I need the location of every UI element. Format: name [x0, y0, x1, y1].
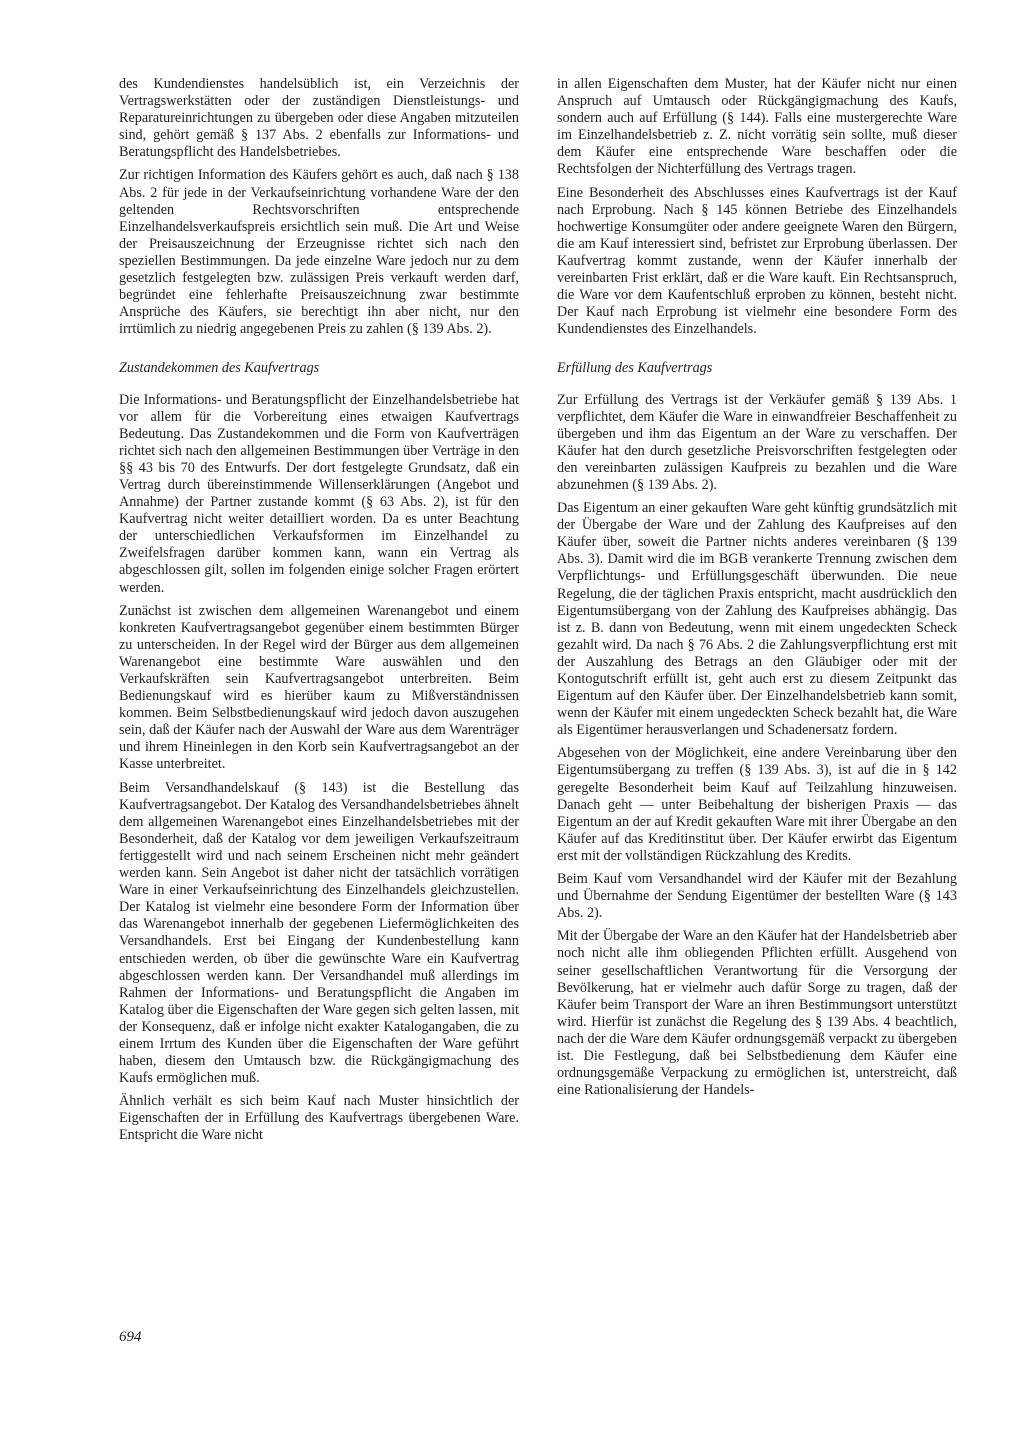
paragraph: in allen Eigenschaften dem Muster, hat der Käufer nicht nur einen Anspruch auf Umtausch oder Rückgängigmachung des Kaufs, sondern auch auf Erfüllung (§ 144). Falls eine mustergerechte Ware im Einzelhandelsbetrieb z. Z. nicht vorrätig sein sollte, muß dieser dem Käufer eine entsprechende Ware beschaffen oder die Rechtsfolgen der Nichterfüllung des Vertrags tragen. — [557, 76, 957, 178]
paragraph: Beim Versandhandelskauf (§ 143) ist die Bestellung das Kaufvertragsangebot. Der Katalog des Versandhandelsbetriebes ähnelt dem allgemeinen Warenangebot eines Einzelhandelsbetriebes mit der Besonderheit, daß der Katalog vor dem jeweiligen Verkaufszeitraum fertiggestellt wird und nach seinem Erscheinen nicht mehr geändert werden kann. Sein Angebot ist daher nicht der tatsächlich vorrätigen Ware in einer Verkaufseinrichtung des Einzelhandels gleichzustellen. Der Katalog ist vielmehr eine besondere Form der Information über das Warenangebot innerhalb der gegebenen Liefermöglichkeiten des Versandhandels. Erst bei Eingang der Kundenbestellung kann entschieden werden, ob über die gewünschte Ware ein Kaufvertrag abgeschlossen werden kann. Der Versandhandel muß allerdings im Rahmen der Informations- und Beratungspflicht die Angaben im Katalog über die Eigenschaften der Ware gegen sich gelten lassen, mit der Konsequenz, daß er infolge nicht exakter Katalogangaben, die zu einem Irrtum des Kunden über die Eigenschaften der Ware geführt haben, diesem den Umtausch bzw. die Rückgängigmachung des Kaufs ermöglichen muß. — [119, 779, 519, 1087]
paragraph: Zunächst ist zwischen dem allgemeinen Warenangebot und einem konkreten Kaufvertragsangebot gegenüber einem bestimmten Bürger zu unterscheiden. In der Regel wird der Bürger aus dem allgemeinen Warenangebot eine bestimmte Ware auswählen und den Verkaufskräften sein Kaufvertragsangebot unterbreiten. Beim Bedienungskauf wird es hierüber kaum zu Mißverständnissen kommen. Beim Selbstbedienungskauf wird jedoch davon auszugehen sein, daß der Käufer nach der Auswahl der Ware aus dem Warenträger und ihrem Hineinlegen in den Korb sein Kaufvertragsangebot an der Kasse unterbreitet. — [119, 602, 519, 773]
section-heading: Erfüllung des Kaufvertrags — [557, 360, 713, 377]
page-number: 694 — [119, 1329, 142, 1345]
paragraph: Beim Kauf vom Versandhandel wird der Käufer mit der Bezahlung und Übernahme der Sendung Eigentümer der bestellten Ware (§ 143 Abs. 2). — [557, 871, 957, 922]
paragraph: Das Eigentum an einer gekauften Ware geht künftig grundsätzlich mit der Übergabe der Ware und der Zahlung des Kaufpreises auf den Käufer über, soweit die Partner nichts anderes vereinbaren (§ 139 Abs. 3). Damit wird die im BGB verankerte Trennung zwischen dem Verpflichtungs- und Erfüllungsgeschäft überwunden. Die neue Regelung, die der täglichen Praxis entspricht, macht ausdrücklich den Eigentumsübergang von der Zahlung des Kaufpreises abhängig. Das ist z. B. dann von Bedeutung, wenn mit einem ungedeckten Scheck gezahlt wird. Da nach § 76 Abs. 2 die Zahlungsverpflichtung erst mit der Auszahlung des Betrags an den Gläubiger oder mit der Kontogutschrift erfüllt ist, geht auch erst zu diesem Zeitpunkt das Eigentum auf den Käufer über. Der Einzelhandelsbetrieb kann somit, wenn der Käufer mit einem ungedeckten Scheck bezahlt hat, die Ware als Eigentümer herausverlangen und Schadenersatz fordern. — [557, 500, 957, 739]
paragraph: Zur Erfüllung des Vertrags ist der Verkäufer gemäß § 139 Abs. 1 verpflichtet, dem Käufer die Ware in einwandfreier Beschaffenheit zu übergeben und ihm das Eigentum an der Ware zu verschaffen. Der Käufer hat den durch gesetzliche Preisvorschriften festgelegten oder den vereinbarten zulässigen Kaufpreis zu bezahlen und die Ware abzunehmen (§ 139 Abs. 2). — [557, 391, 957, 493]
section-heading: Zustandekommen des Kaufvertrags — [119, 360, 320, 377]
paragraph: des Kundendienstes handelsüblich ist, ein Verzeichnis der Vertragswerkstätten oder der zuständigen Dienstleistungs- und Reparatureinrichtungen zu übergeben oder diese Angaben mitzuteilen sind, gehört gemäß § 137 Abs. 2 ebenfalls zur Informations- und Beratungspflicht des Handelsbetriebes. — [119, 76, 519, 161]
left-column — [119, 76, 519, 1151]
paragraph: Zur richtigen Information des Käufers gehört es auch, daß nach § 138 Abs. 2 für jede in der Verkaufseinrichtung vorhandene Ware der den geltenden Rechtsvorschriften entsprechende Einzelhandelsverkaufspreis ersichtlich sein muß. Die Art und Weise der Preisauszeichnung der Erzeugnisse richtet sich nach den speziellen Bestimmungen. Da jede einzelne Ware jedoch nur zu dem gesetzlich festgelegten bzw. zulässigen Preis verkauft werden darf, begründet eine fehlerhafte Preisauszeichnung zwar bestimmte Ansprüche des Käufers, sie berechtigt ihn aber nicht, nur den irrtümlich zu niedrig angegebenen Preis zu zahlen (§ 139 Abs. 2). — [119, 167, 519, 338]
paragraph: Die Informations- und Beratungspflicht der Einzelhandelsbetriebe hat vor allem für die Vorbereitung eines etwaigen Kaufvertrags Bedeutung. Das Zustandekommen und die Form von Kaufverträgen richtet sich nach den allgemeinen Bestimmungen über Verträge in den §§ 43 bis 70 des Entwurfs. Der dort festgelegte Grundsatz, daß ein Vertrag durch übereinstimmende Willenserklärungen (Angebot und Annahme) der Partner zustande kommt (§ 63 Abs. 2), ist für den Kaufvertrag nicht weiter detailliert worden. Da es unter Beachtung der unterschiedlichen Verkaufsformen im Einzelhandel zu Zweifelsfragen darüber kommen kann, wann ein Vertrag als abgeschlossen gilt, sollen im folgenden einige solcher Fragen erörtert werden. — [119, 391, 519, 596]
paragraph: Abgesehen von der Möglichkeit, eine andere Vereinbarung über den Eigentumsübergang zu treffen (§ 139 Abs. 3), ist auf die in § 142 geregelte Besonderheit beim Kauf auf Teilzahlung hinzuweisen. Danach geht — unter Beibehaltung der bisherigen Praxis — das Eigentum an der auf Kredit gekauften Ware mit ihrer Übergabe an den Käufer auf das Kreditinstitut über. Der Käufer erwirbt das Eigentum erst mit der vollständigen Rückzahlung des Kredits. — [557, 745, 957, 864]
paragraph: Ähnlich verhält es sich beim Kauf nach Muster hinsichtlich der Eigenschaften der in Erfüllung des Kaufvertrags übergebenen Ware. Entspricht die Ware nicht — [119, 1093, 519, 1144]
right-column — [557, 76, 957, 1105]
paragraph: Eine Besonderheit des Abschlusses eines Kaufvertrags ist der Kauf nach Erprobung. Nach § 145 können Betriebe des Einzelhandels hochwertige Konsumgüter oder andere geeignete Waren den Bürgern, die am Kauf interessiert sind, befristet zur Erprobung überlassen. Der Kaufvertrag kommt zustande, wenn der Käufer innerhalb der vereinbarten Frist erklärt, daß er die Ware kauft. Ein Rechtsanspruch, die Ware vor dem Kaufentschluß erproben zu können, besteht nicht. Der Kauf nach Erprobung ist vielmehr eine besondere Form des Kundendienstes des Einzelhandels. — [557, 184, 957, 338]
paragraph: Mit der Übergabe der Ware an den Käufer hat der Handelsbetrieb aber noch nicht alle ihm obliegenden Pflichten erfüllt. Ausgehend von seiner gesellschaftlichen Verantwortung für die Versorgung der Bevölkerung, hat er vielmehr auch dafür Sorge zu tragen, daß der Käufer beim Transport der Ware an ihren Bestimmungsort unterstützt wird. Hierfür ist zunächst die Regelung des § 139 Abs. 4 beachtlich, nach der die Ware dem Käufer ordnungsgemäß verpackt zu übergeben ist. Die Festlegung, daß bei Selbstbedienung dem Käufer eine ordnungsgemäße Verpackung zu ermöglichen ist, unterstreicht, daß eine Rationalisierung der Handels- — [557, 928, 957, 1099]
